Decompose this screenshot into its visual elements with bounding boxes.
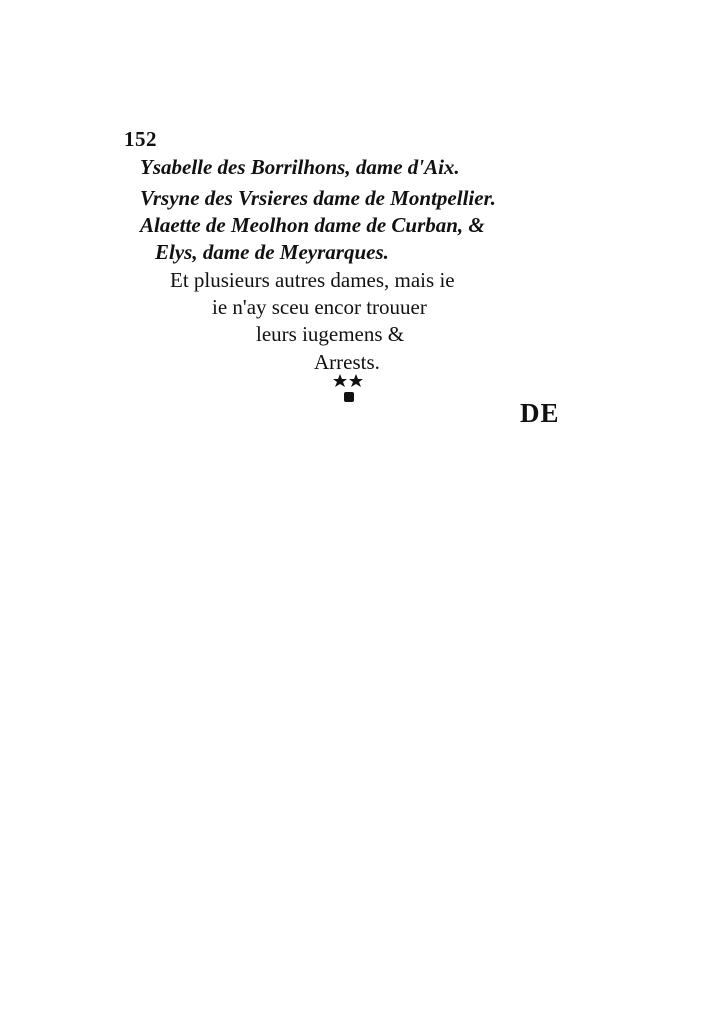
- italic-line-3: Alaette de Meolhon dame de Curban, &: [140, 213, 485, 237]
- italic-line-4: Elys, dame de Meyrarques.: [155, 240, 389, 264]
- italic-line-1: Ysabelle des Borrilhons, dame d'Aix.: [140, 155, 460, 179]
- roman-line-2: ie n'ay sceu encor trouuer: [212, 295, 427, 319]
- italic-line-2: Vrsyne des Vrsieres dame de Montpellier.: [140, 186, 496, 210]
- roman-line-3: leurs iugemens &: [256, 322, 405, 346]
- page-number: 152: [124, 127, 157, 151]
- fleuron-ornament-icon: [330, 372, 370, 406]
- catchword: DE: [520, 398, 560, 428]
- roman-line-4: Arrests.: [314, 350, 380, 374]
- roman-line-1: Et plusieurs autres dames, mais ie: [170, 268, 455, 292]
